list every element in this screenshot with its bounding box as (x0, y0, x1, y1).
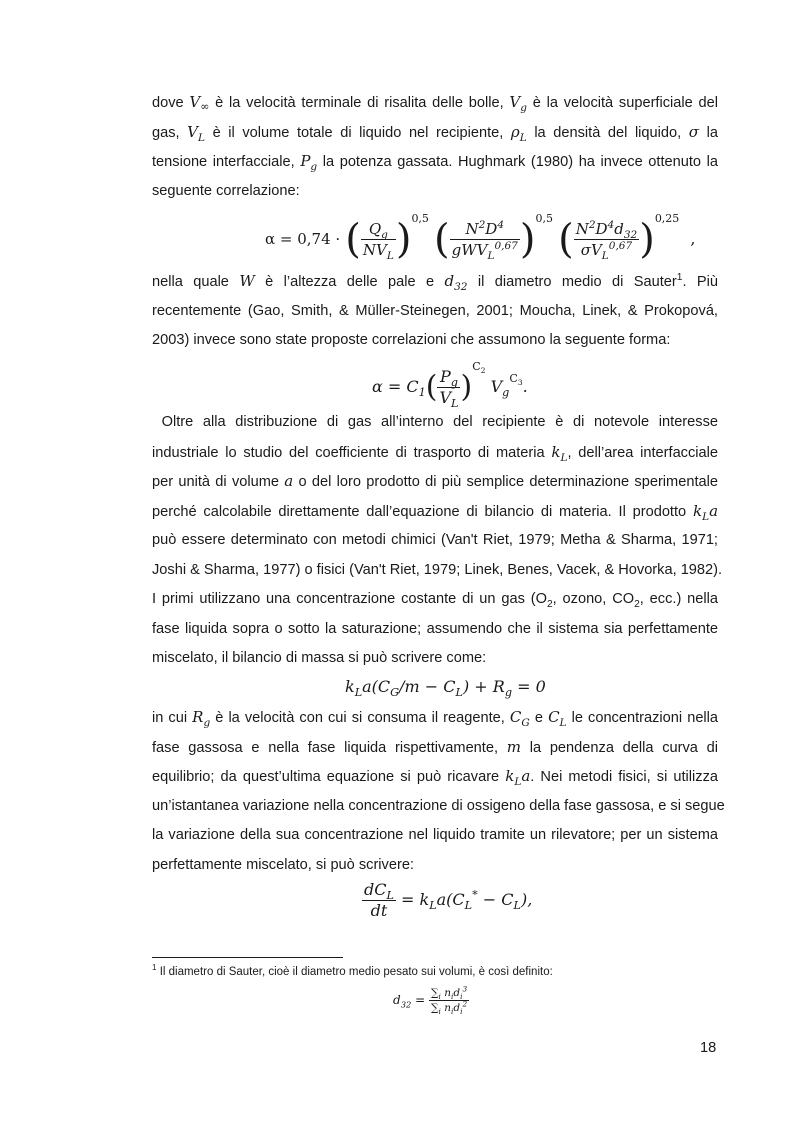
text-line: I primi utilizzano una concentrazione costante di un gas ($O_2$, ozono, $CO_2$, ecc.) nella (152, 591, 718, 610)
footnote-separator (152, 957, 343, 958)
paragraph-4 (152, 703, 725, 880)
text-line: nella quale W è l’altezza delle pale e $d_{32}$ il diametro medio di Sauter$^1$. Più (152, 272, 718, 293)
text-line: tensione interfacciale, $P_g$ la potenza gassata. Hughmark (1980) ha invece ottenuto la (152, 152, 719, 173)
text-line: dove $V_\infty$ è la velocità terminale di risalita delle bolle, $V_g$ è la velocità superficiale del (152, 93, 718, 114)
text-line: 2003) invece sono state proposte correlazioni che assumono la seguente forma: (152, 332, 671, 348)
text-line: la variazione della sua concentrazione nel liquido tramite un rilevatore; per un sistema (152, 827, 718, 843)
footnote-equation: $d_{32}$ = $\frac{\sum_i n_id_i^3}{\sum_i n_id_i^2}$ (393, 984, 468, 1017)
text-line: perfettamente miscelato, si può scrivere: (152, 856, 414, 873)
text-line: in cui $R_g$ è la velocità con cui si consuma il reagente, $C_G$ e $C_L$ le concentrazioni nella (152, 708, 719, 729)
text-line: Joshi & Sharma, 1977) o fisici (Van't Riet, 1979; Linek, Benes, Vacek, & Hovorka, 1982). (152, 561, 723, 578)
footnote: $^1$ Il diametro di Sauter, cioè il diametro medio pesato sui volumi, è così definito: (152, 963, 553, 978)
text-line: gas, $V_L$ è il volume totale di liquido nel recipiente, $\rho_L$ la densità del liquido, σ la (152, 122, 718, 144)
text-line: fase gassosa e nella fase liquida rispettivamente, m la pendenza della curva di (152, 737, 718, 756)
page-number: 18 (700, 1040, 717, 1056)
text-line: seguente correlazione: (152, 182, 300, 199)
text-line: equilibrio; da quest’ultima equazione si può ricavare $k_La$. Nei metodi fisici, si utilizza (152, 767, 718, 788)
text-line: per unità di volume a o del loro prodotto di più semplice determinazione sperimentale (152, 472, 718, 490)
text-line: perché calcolabile direttamente dall’equazione di bilancio di materia. Il prodotto $k_La$ (152, 501, 719, 523)
equation-physical-method: $\frac{dC_L}{dt}$ = $k_La(C_L^* - C_L)$, (364, 880, 533, 920)
text-line: industriale lo studio del coefficiente di trasporto di materia $k_L$, dell’area interfacciale (152, 442, 718, 464)
text-line: miscelato, il bilancio di massa si può scrivere come: (152, 650, 487, 666)
equation-hughmark: α = 0,74 · ( $\frac{Q_g}{NV_L}$ )$^{0,5}$ ( $\frac{N^2D^4}{gWV_L^{0,67}}$ )$^{0,5}$ ( $\frac{N^2D^4d_{32}}{\sigma V_L^{0,67}}$ )$^{0,25}$ , (265, 212, 696, 263)
text-line: può essere determinato con metodi chimici (Van't Riet, 1979; Metha & Sharma, 1971; (152, 532, 718, 548)
equation-mass-balance: $k_La(C_G/m - C_L) + R_g = 0$ (345, 677, 546, 700)
text-line: un’istantanea variazione nella concentrazione di ossigeno della fase gassosa, e si segue (152, 797, 725, 814)
text-line: recentemente (Gao, Smith, & Müller-Steinegen, 2001; Moucha, Linek, & Prokopová, (152, 302, 718, 319)
paragraph-3 (152, 408, 723, 674)
paragraph-2 (152, 267, 718, 356)
equation-power-law: $\alpha = C_1$( $\frac{P_g}{V_L}$ )$^{C_2}$ $V_g^{C_3}$. (372, 360, 528, 411)
paragraph-1 (152, 88, 718, 206)
text-line: fase liquida sopra o sotto la saturazione; assumendo che il sistema sia perfettamente (152, 620, 718, 637)
text-line: Oltre alla distribuzione di gas all’interno del recipiente è di notevole interesse (161, 414, 718, 430)
